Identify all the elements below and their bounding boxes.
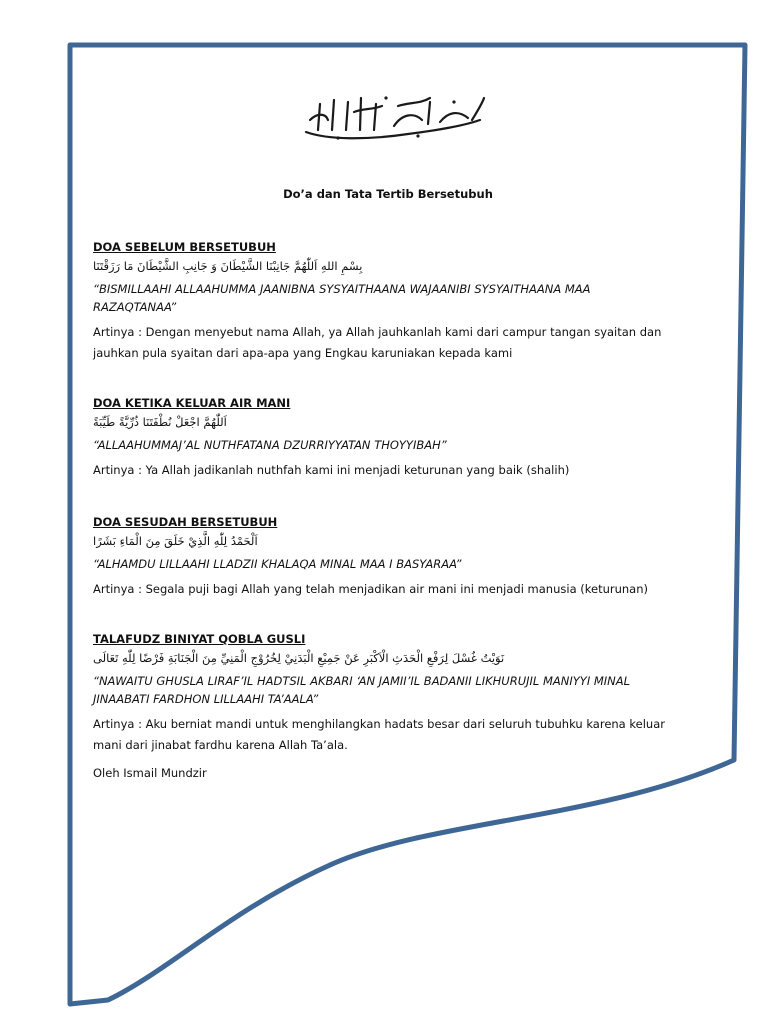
meaning-text: Artinya : Segala puji bagi Allah yang telah menjadikan air mani ini menjadi manusia (keturunan) xyxy=(93,582,649,596)
meaning-text: Artinya : Dengan menyebut nama Allah, ya Allah jauhkanlah kami dari campur tangan syaitan dan jauhkan pula syaitan dari apa-apa yang Engkau karuniakan kepada kami xyxy=(93,325,662,360)
section-heading: DOA SESUDAH BERSETUBUH xyxy=(93,515,278,529)
section-heading: DOA KETIKA KELUAR AIR MANI xyxy=(93,396,291,410)
meaning-text: Artinya : Aku berniat mandi untuk menghilangkan hadats besar dari seluruh tubuhku karena keluar mani dari jinabat fardhu karena Allah Ta’ala. xyxy=(93,717,665,752)
transliteration: “NAWAITU GHUSLA LIRAF’IL HADTSIL AKBARI ‘AN JAMII’IL BADANII LIKHURUJIL MANIYYI MINAL JINAABATI FARDHON LILLAAHI TA’AALA” xyxy=(93,674,631,706)
document-title: Do’a dan Tata Tertib Bersetubuh xyxy=(283,187,493,201)
arabic-text: اَلْحَمْدُ لِلّٰهِ الَّذِيْ خَلَقَ مِنَ الْمَاءِ بَشَرًا xyxy=(93,534,258,548)
transliteration: “ALHAMDU LILLAAHI LLADZII KHALAQA MINAL MAA I BASYARAA” xyxy=(93,557,462,571)
section-doa-keluar xyxy=(93,396,673,481)
section-talafudz xyxy=(93,632,673,756)
transliteration: “ALLAAHUMMAJ’AL NUTHFATANA DZURRIYYATAN THOYYIBAH” xyxy=(93,438,447,452)
arabic-text: اَللّٰهُمَّ اجْعَلْ نُطْفَتَنَا ذُرِّيَّةً طَيِّبَةً xyxy=(93,415,227,429)
bismillah-calligraphy-icon xyxy=(298,90,488,142)
author-credit: Oleh Ismail Mundzir xyxy=(93,766,207,780)
transliteration: “BISMILLAAHI ALLAAHUMMA JAANIBNA SYSYAITHAANA WAJAANIBI SYSYAITHAANA MAA RAZAQTANAA” xyxy=(93,282,591,314)
section-doa-sesudah xyxy=(93,515,673,600)
arabic-text: بِسْمِ اللهِ اَللّٰهُمَّ جَانِبْنَا الشَّيْطَانَ وَ جَانِبِ الشَّيْطَانَ مَا رَزَقْتَنَا xyxy=(93,259,363,273)
document-body xyxy=(93,90,673,780)
section-heading: TALAFUDZ BINIYAT QOBLA GUSLI xyxy=(93,632,306,646)
section-doa-sebelum xyxy=(93,240,673,364)
arabic-text: نَوَيْتُ غُسْلَ لِرَفْعِ الْحَدَثِ الْاَكْبَرِ عَنْ جَمِيْعِ الْبَدَنِيْ لِخُرُوْجِ الْمَنِيِّ مِنَ الْجَنَابَةِ فَرْضًا لِلّٰهِ تَعَالَى xyxy=(93,651,505,665)
section-heading: DOA SEBELUM BERSETUBUH xyxy=(93,240,276,254)
bismillah-calligraphy xyxy=(113,90,673,150)
meaning-text: Artinya : Ya Allah jadikanlah nuthfah kami ini menjadi keturunan yang baik (shalih) xyxy=(93,463,570,477)
